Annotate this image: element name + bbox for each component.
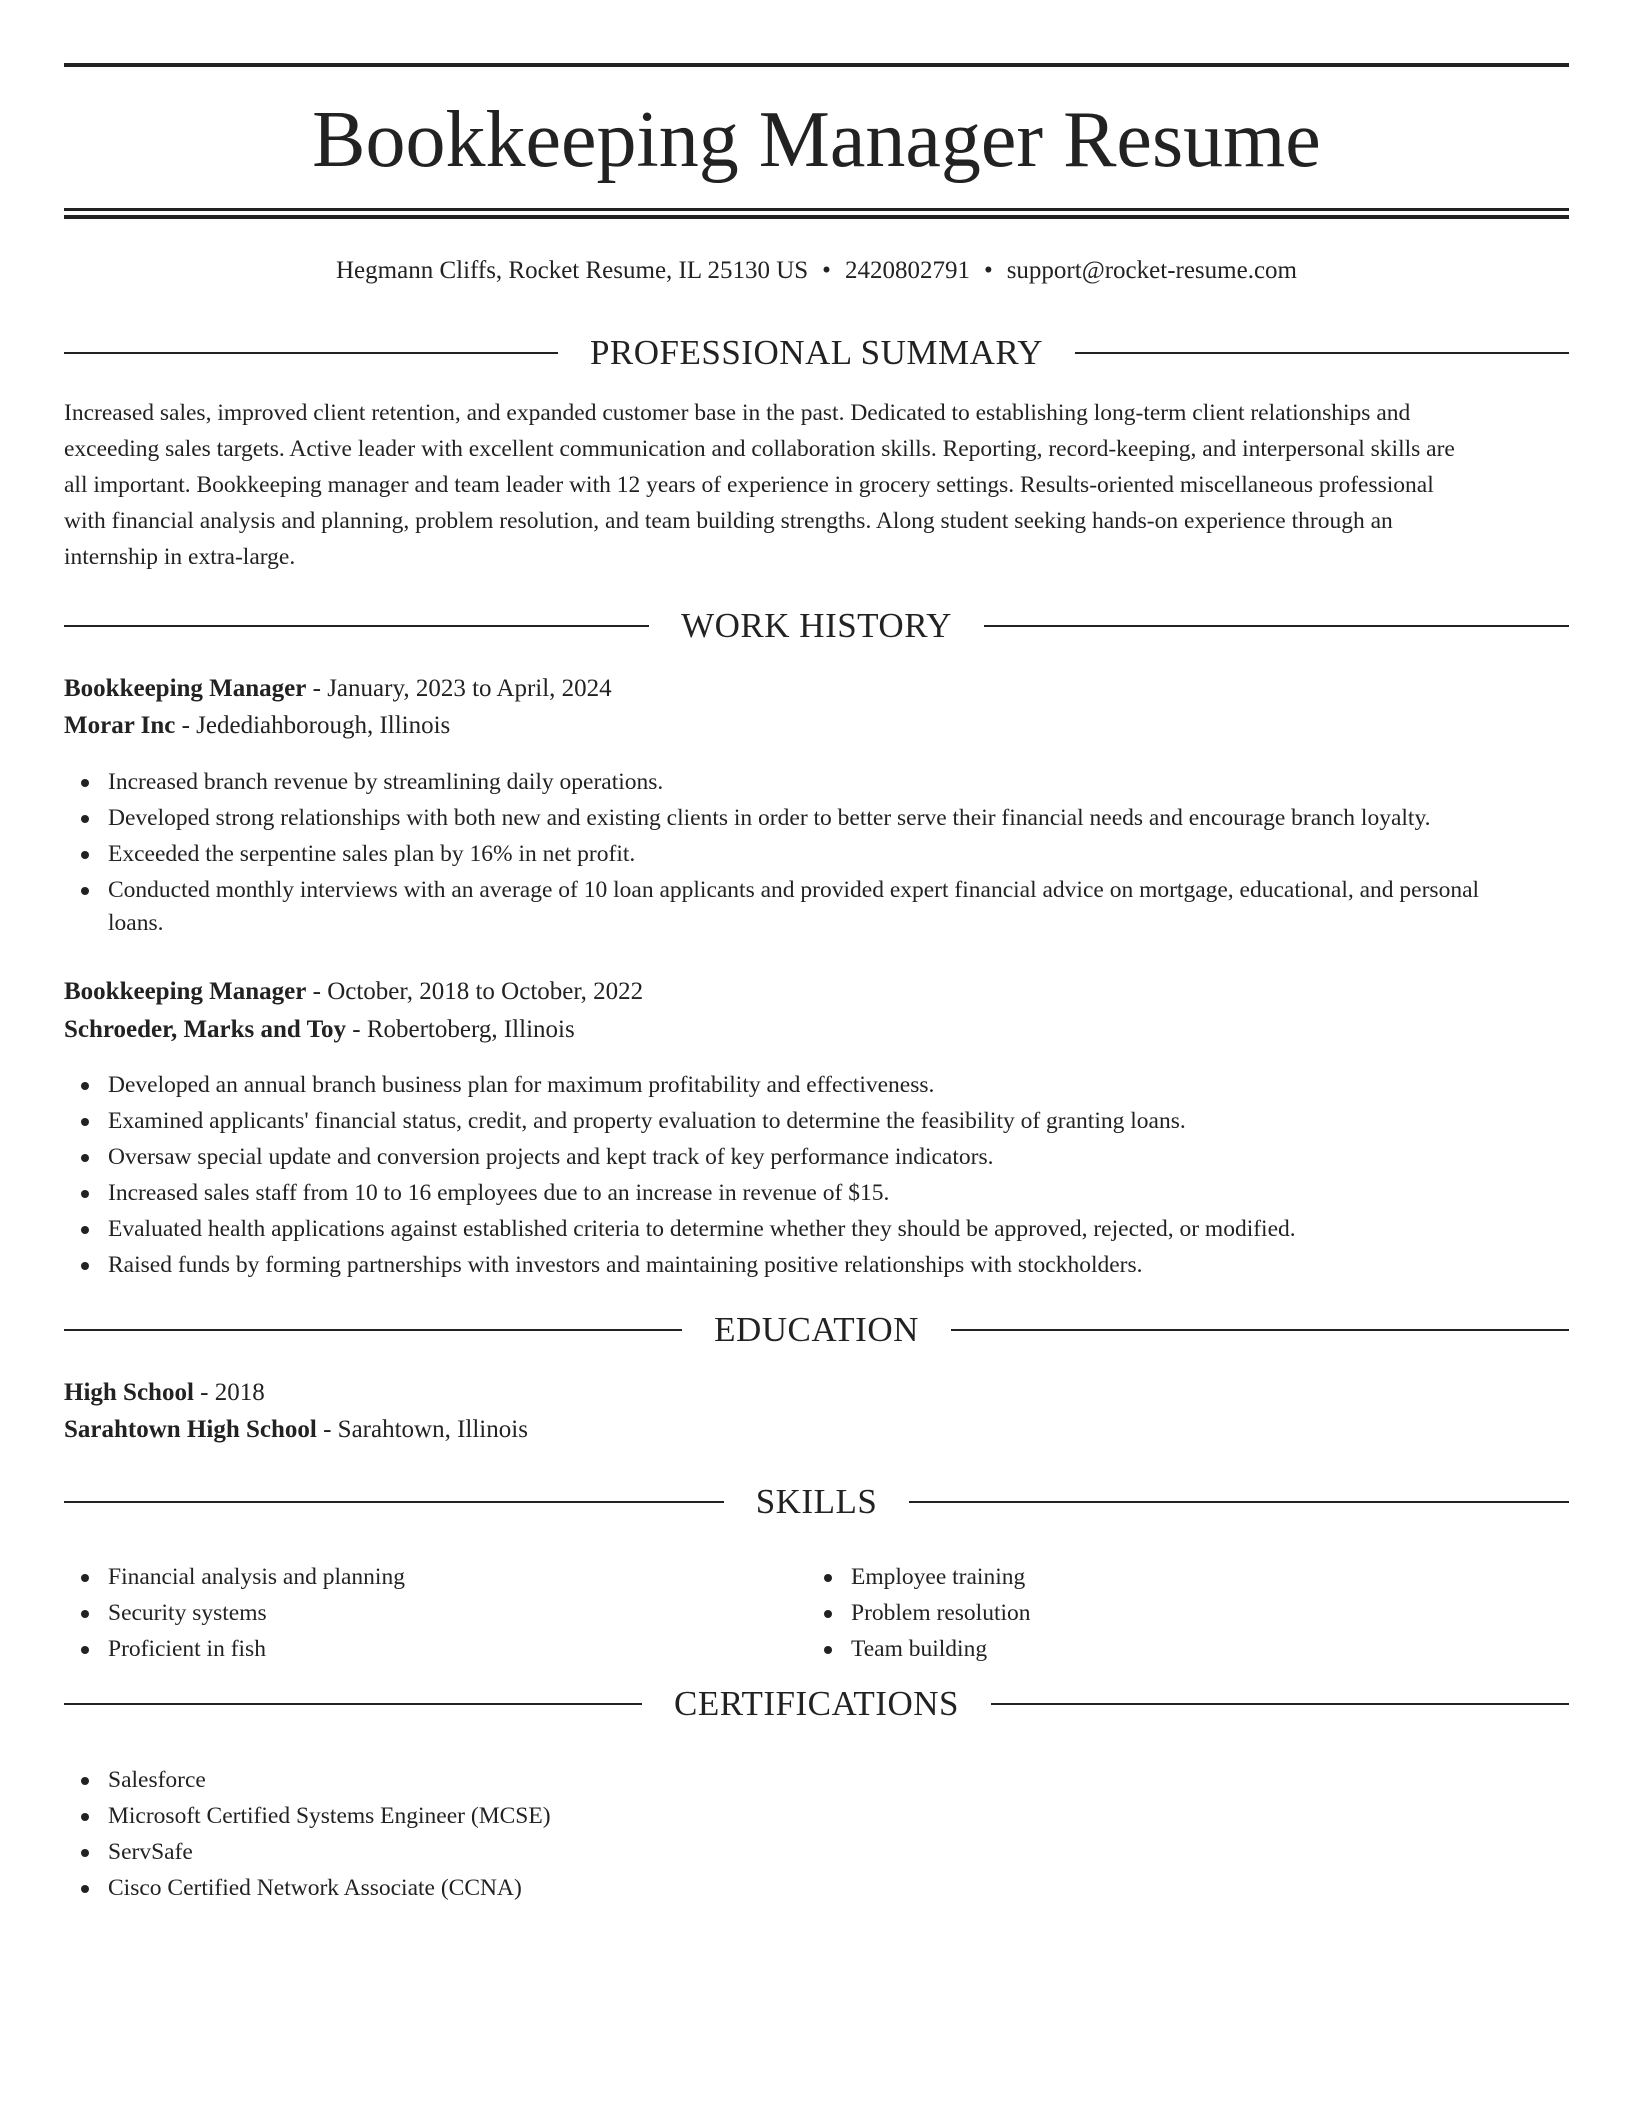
education-school-line <box>64 1412 1569 1448</box>
list-item: Security systems <box>64 1595 764 1631</box>
job-company-line <box>64 1012 1569 1048</box>
list-item: Increased sales staff from 10 to 16 employees due to an increase in revenue of $15. <box>64 1175 1569 1211</box>
section-title: PROFESSIONAL SUMMARY <box>589 333 1044 372</box>
skills-list-left <box>64 1559 764 1667</box>
skills-list-right <box>807 1559 1507 1667</box>
heading-rule <box>64 1501 724 1503</box>
list-item: Increased branch revenue by streamlining daily operations. <box>64 764 1569 800</box>
title-rule-lower <box>64 215 1569 219</box>
list-item: Salesforce <box>64 1762 1569 1798</box>
job-title-line <box>64 671 1569 707</box>
job-dates: - January, 2023 to April, 2024 <box>306 675 612 702</box>
list-item: Developed an annual branch business plan for maximum profitability and effectiveness. <box>64 1067 1569 1103</box>
heading-rule <box>951 1329 1569 1331</box>
list-item: Raised funds by forming partnerships with investors and maintaining positive relationships with stockholders. <box>64 1247 1569 1283</box>
job-bullets <box>64 764 1569 908</box>
list-item: Proficient in fish <box>64 1631 764 1667</box>
section-title: EDUCATION <box>714 1310 919 1349</box>
education-degree: High School <box>64 1379 194 1406</box>
heading-rule <box>64 1329 682 1331</box>
contact-address: Hegmann Cliffs, Rocket Resume, IL 25130 US <box>336 257 809 284</box>
contact-line <box>64 253 1569 289</box>
title-rule-upper <box>64 208 1569 211</box>
bullet-continuation: loans. <box>108 910 164 936</box>
list-item: Oversaw special update and conversion projects and kept track of key performance indicators. <box>64 1139 1569 1175</box>
summary-line: exceeding sales targets. Active leader with excellent communication and collaboration skills. Reporting, record-keeping, and interpersonal skills are <box>64 436 1455 462</box>
job-title: Bookkeeping Manager <box>64 978 307 1005</box>
list-item: Developed strong relationships with both new and existing clients in order to better serve their financial needs and encourage branch loyalty. <box>64 800 1569 836</box>
certifications-list <box>64 1762 1569 1906</box>
section-heading-skills <box>64 1480 1569 1524</box>
contact-separator: • <box>983 257 993 284</box>
job-location: - Jedediahborough, Illinois <box>175 712 451 739</box>
job-title: Bookkeeping Manager <box>64 675 307 702</box>
job-dates: - October, 2018 to October, 2022 <box>306 978 644 1005</box>
job-company: Morar Inc <box>64 712 176 739</box>
section-heading-certifications <box>64 1682 1569 1726</box>
heading-rule <box>991 1703 1569 1705</box>
resume-title: Bookkeeping Manager Resume <box>312 96 1321 184</box>
list-item: Evaluated health applications against established criteria to determine whether they should be approved, rejected, or modified. <box>64 1211 1569 1247</box>
list-item: Microsoft Certified Systems Engineer (MCSE) <box>64 1798 1569 1834</box>
list-item: Employee training <box>807 1559 1507 1595</box>
list-item: Problem resolution <box>807 1595 1507 1631</box>
job-location: - Robertoberg, Illinois <box>346 1016 575 1043</box>
heading-rule <box>909 1501 1569 1503</box>
list-item: Team building <box>807 1631 1507 1667</box>
section-heading-summary <box>64 331 1569 375</box>
section-heading-work <box>64 604 1569 648</box>
heading-rule <box>984 625 1569 627</box>
list-item: Exceeded the serpentine sales plan by 16% in net profit. <box>64 836 1569 872</box>
section-title: CERTIFICATIONS <box>674 1684 959 1723</box>
job-company-line <box>64 708 1569 744</box>
list-item: Cisco Certified Network Associate (CCNA) <box>64 1870 1569 1906</box>
top-rule <box>64 63 1569 67</box>
heading-rule <box>64 1703 642 1705</box>
summary-line: Increased sales, improved client retention, and expanded customer base in the past. Dedicated to establishing long-term client relationships and <box>64 400 1411 426</box>
list-item: Examined applicants' financial status, credit, and property evaluation to determine the feasibility of granting loans. <box>64 1103 1569 1139</box>
section-heading-education <box>64 1308 1569 1352</box>
section-title: SKILLS <box>755 1482 878 1521</box>
summary-paragraph <box>64 395 1569 575</box>
education-year: - 2018 <box>193 1379 265 1406</box>
list-item: Financial analysis and planning <box>64 1559 764 1595</box>
summary-line: internship in extra-large. <box>64 544 296 570</box>
contact-separator: • <box>822 257 831 284</box>
job-title-line <box>64 974 1569 1010</box>
education-degree-line <box>64 1375 1569 1411</box>
contact-email: support@rocket-resume.com <box>1006 257 1297 284</box>
education-school: Sarahtown High School <box>64 1416 317 1443</box>
job-company: Schroeder, Marks and Toy <box>64 1016 347 1043</box>
job-bullets <box>64 1067 1569 1283</box>
summary-line: with financial analysis and planning, problem resolution, and team building strengths. Along student seeking hands-on experience through an <box>64 508 1393 534</box>
section-title: WORK HISTORY <box>681 606 952 645</box>
list-item: Conducted monthly interviews with an average of 10 loan applicants and provided expert financial advice on mortgage, educational, and personal <box>64 872 1569 908</box>
heading-rule <box>1075 352 1569 354</box>
list-item: ServSafe <box>64 1834 1569 1870</box>
heading-rule <box>64 352 558 354</box>
education-location: - Sarahtown, Illinois <box>316 1416 528 1443</box>
heading-rule <box>64 625 649 627</box>
summary-line: all important. Bookkeeping manager and team leader with 12 years of experience in grocery settings. Results-oriented miscellaneous professional <box>64 472 1434 498</box>
contact-phone: 2420802791 <box>844 257 970 284</box>
